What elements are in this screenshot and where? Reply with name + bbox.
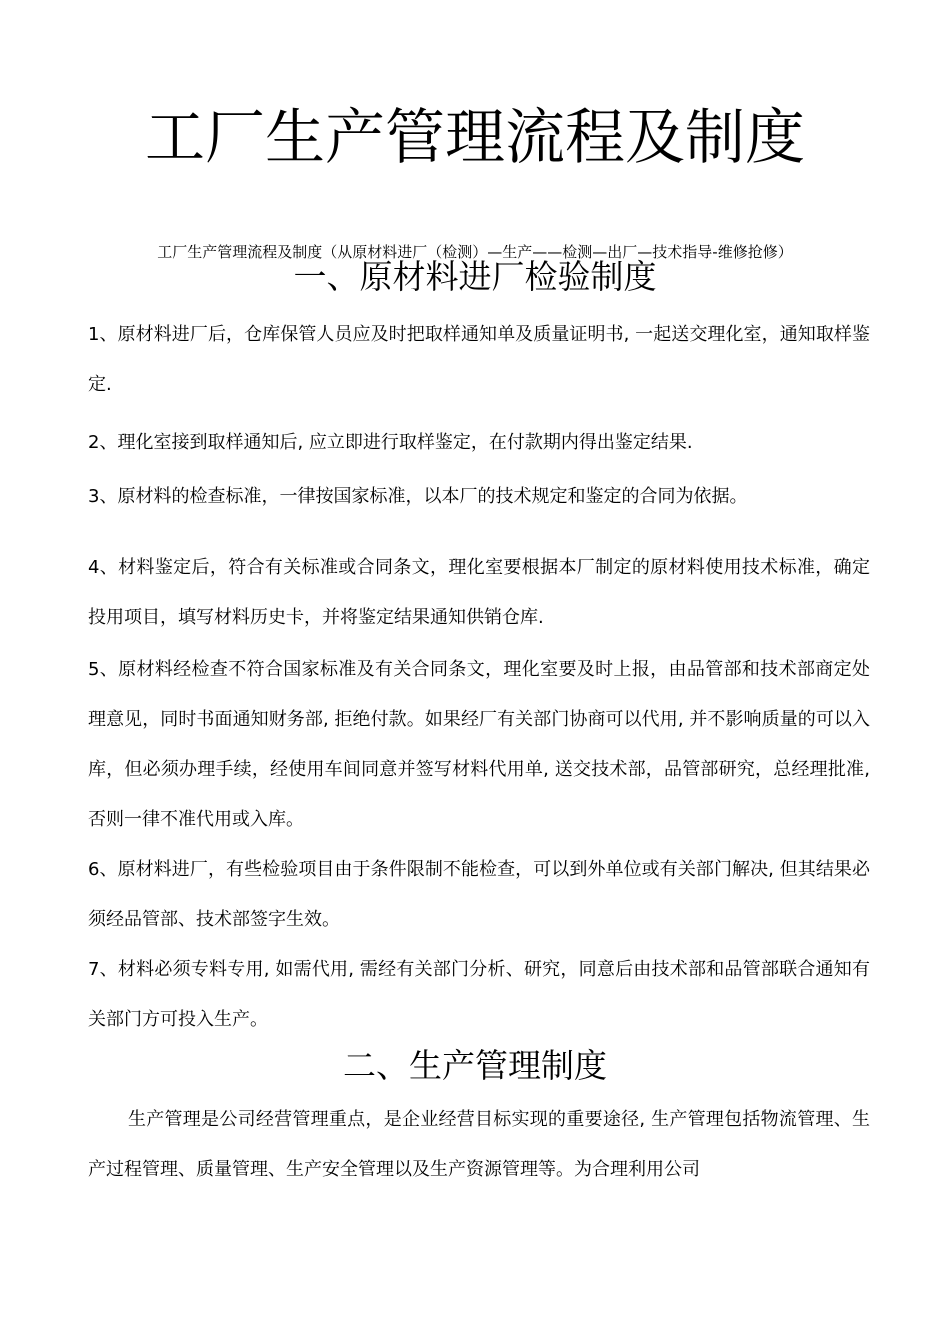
list-item: 4、材料鉴定后，符合有关标准或合同条文，理化室要根据本厂制定的原材料使用技术标准，确定投用项目，填写材料历史卡，并将鉴定结果通知供销仓库. <box>88 557 870 628</box>
list-item: 6、原材料进厂，有些检验项目由于条件限制不能检查，可以到外单位或有关部门解决, 但其结果必须经品管部、技术部签字生效。 <box>88 859 870 930</box>
section-heading-production-management: 二、生产管理制度 <box>343 1046 607 1085</box>
list-item: 5、原材料经检查不符合国家标准及有关合同条文，理化室要及时上报，由品管部和技术部商定处理意见，同时书面通知财务部, 拒绝付款。如果经厂有关部门协商可以代用, 并不影响质量的可以入库，但必须办理手续，经使用车间同意并签写材料代用单, 送交技术部，品管部研究，总经理批准, 否则一律不准代用或入库。 <box>88 659 870 830</box>
document-title: 工厂生产管理流程及制度 <box>145 103 805 173</box>
section-paragraph: 生产管理是公司经营管理重点，是企业经营目标实现的重要途径, 生产管理包括物流管理、生产过程管理、质量管理、生产安全管理以及生产资源管理等。为合理利用公司 <box>88 1109 870 1180</box>
list-item: 1、原材料进厂后，仓库保管人员应及时把取样通知单及质量证明书, 一起送交理化室，通知取样鉴定. <box>88 324 870 395</box>
list-item: 2、理化室接到取样通知后, 应立即进行取样鉴定，在付款期内得出鉴定结果. <box>88 432 693 453</box>
section-heading-raw-material-inspection: 一、原材料进厂检验制度 <box>293 257 657 296</box>
document-subtitle: 工厂生产管理流程及制度（从原材料进厂（检测）—生产——检测—出厂—技术指导-维修抢修） <box>157 243 793 261</box>
list-item: 3、原材料的检查标准，一律按国家标准，以本厂的技术规定和鉴定的合同为依据。 <box>88 486 748 507</box>
list-item: 7、材料必须专料专用, 如需代用, 需经有关部门分析、研究，同意后由技术部和品管部联合通知有关部门方可投入生产。 <box>88 959 870 1030</box>
